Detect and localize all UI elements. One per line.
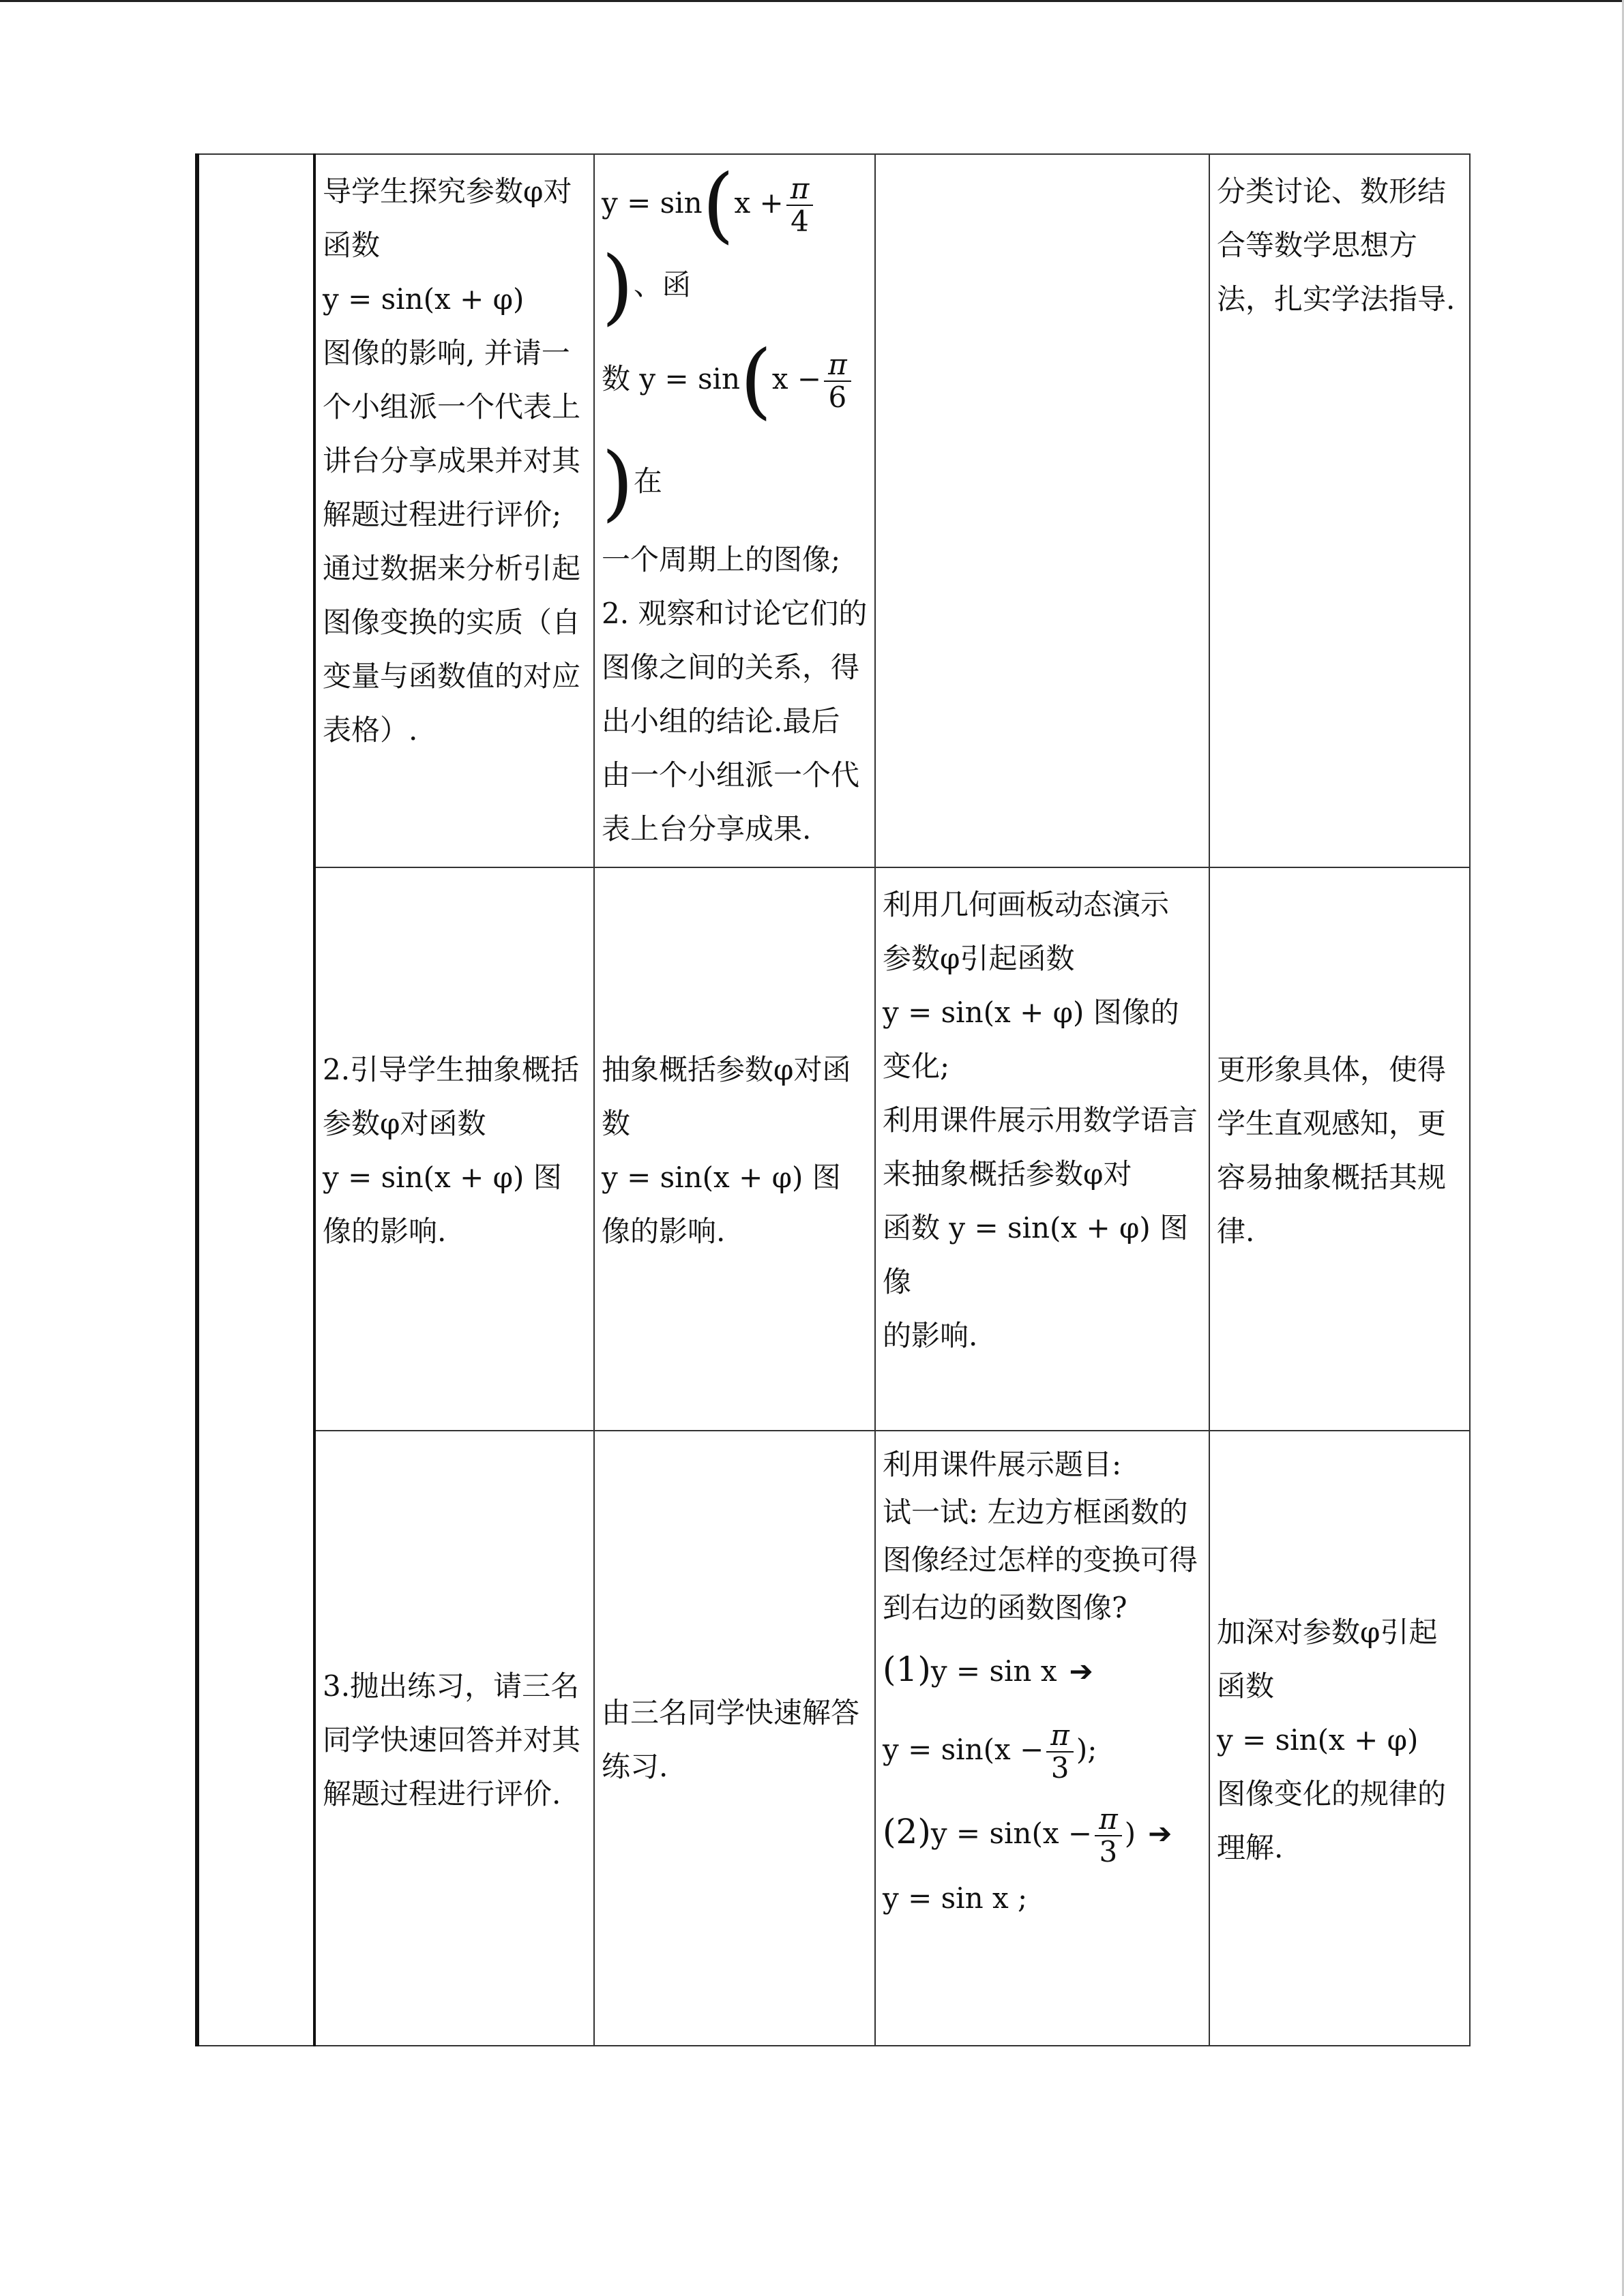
fraction-denominator: 6 (828, 381, 847, 414)
formula: y = sin x (930, 1654, 1057, 1688)
student-activity-cell (594, 1431, 875, 2046)
student-activity-cell (594, 154, 875, 867)
page-top-border (0, 0, 1624, 2)
intent-cell (1209, 1431, 1470, 2046)
student-activity-cell (594, 867, 875, 1431)
formula: y = sin (602, 186, 703, 220)
cell-text: 试一试: 左边方框函数的图像经过怎样的变换可得到右边的函数图像? (883, 1495, 1198, 1624)
cell-text: 分类讨论、数形结合等数学思想方法，扎实学法指导. (1217, 175, 1456, 316)
fraction-numerator: π (1046, 1720, 1074, 1753)
cell-text: 数 (602, 362, 631, 396)
formula: y = sin(x + φ) (883, 996, 1084, 1029)
left-paren: ( (740, 333, 772, 428)
cell-text: 一个周期上的图像; (602, 543, 841, 576)
fraction-numerator: π (1095, 1804, 1122, 1836)
formula: ); (1076, 1733, 1097, 1766)
cell-text: 图像变化的规律的理解. (1217, 1776, 1447, 1864)
cell-text: 对函数 (400, 1107, 486, 1140)
formula: y = sin(x + φ) (949, 1211, 1151, 1244)
cell-text: 加深对参数 (1217, 1615, 1361, 1649)
cell-text: 抽象概括参数 (602, 1053, 774, 1086)
cell-text: 函数 (1217, 1669, 1275, 1703)
formula: x + (734, 186, 784, 220)
teacher-activity-cell (314, 154, 594, 867)
cell-text: 引起 (1380, 1615, 1438, 1649)
formula: y = sin x ; (883, 1881, 1028, 1915)
cell-text: 由三名同学快速解答练习. (602, 1696, 860, 1783)
table-row (197, 1431, 1470, 2046)
cell-text: 在 (633, 464, 662, 498)
cell-text: 2.引导学生抽象概括参数 (323, 1053, 580, 1140)
cell-text: 图像的影响. (323, 1161, 562, 1248)
formula: y = sin (639, 362, 741, 396)
formula: y = sin(x − (883, 1733, 1044, 1766)
cell-text: 图像的影响. (602, 1161, 841, 1248)
table-row (197, 154, 1470, 867)
cell-text: 、函 (633, 268, 691, 301)
cell-text: 对 (1103, 1157, 1132, 1191)
cell-text: 通过数据来分析引起图像变换的实质（自变量与函数值的对应表格）. (323, 552, 581, 747)
cell-text: 引起函数 (960, 942, 1075, 975)
phi-symbol: φ (773, 1053, 794, 1086)
cell-text: 参数 (883, 942, 941, 975)
lesson-plan-table (195, 153, 1471, 2046)
formula: y = sin(x + φ) (323, 282, 525, 316)
formula: y = sin(x + φ) (323, 1161, 525, 1194)
fraction (824, 349, 851, 413)
cell-text: 更形象具体，使得学生直观感知，更容易抽象概括其规律. (1217, 1053, 1447, 1248)
cell-text: 图像的影响, 并请一个小组派一个代表上讲台分享成果并对其解题过程进行评价; (323, 336, 581, 531)
cell-text: 利用课件展示用数学语言来抽象概括参数 (883, 1103, 1198, 1191)
table-row (197, 867, 1470, 1431)
media-cell (875, 1431, 1209, 2046)
formula: y = sin(x − (930, 1817, 1093, 1850)
item-number: (2) (883, 1812, 931, 1851)
cell-text: 对 (543, 175, 572, 208)
intent-cell (1209, 154, 1470, 867)
cell-text: 利用几何画板动态演示 (883, 888, 1170, 921)
item-number: (1) (883, 1650, 931, 1689)
left-paren: ( (702, 158, 735, 252)
right-paren: ) (602, 436, 634, 531)
fraction-numerator: π (824, 349, 851, 382)
arrow-icon: ➔ (1069, 1654, 1093, 1688)
cell-text: 对函数 (602, 1053, 851, 1140)
phi-symbol: φ (523, 175, 544, 208)
intent-cell (1209, 867, 1470, 1431)
stage-column-cell (197, 154, 314, 2046)
cell-text: 的影响. (883, 1319, 978, 1352)
cell-text: 3.抛出练习，请三名同学快速回答并对其解题过程进行评价. (323, 1669, 581, 1810)
teacher-activity-cell (314, 1431, 594, 2046)
formula: y = sin(x + φ) (1217, 1723, 1419, 1757)
right-paren: ) (602, 239, 634, 334)
media-cell (875, 154, 1209, 867)
cell-text: 图像 (883, 1211, 1189, 1298)
cell-text: 2. 观察和讨论它们的图像之间的关系，得出小组的结论.最后由一个小组派一个代表上台分享成果. (602, 597, 868, 846)
fraction-denominator: 3 (1050, 1751, 1069, 1785)
fraction (1046, 1720, 1074, 1784)
arrow-icon: ➔ (1148, 1817, 1172, 1850)
media-cell (875, 867, 1209, 1431)
phi-symbol: φ (380, 1107, 400, 1140)
phi-symbol: φ (1360, 1615, 1381, 1649)
formula: x − (771, 362, 822, 396)
formula: y = sin(x + φ) (602, 1161, 803, 1194)
cell-text: 图像的变化; (883, 996, 1179, 1083)
fraction-denominator: 4 (791, 205, 809, 238)
fraction-numerator: π (786, 173, 814, 206)
cell-text: 函数 (323, 228, 381, 262)
phi-symbol: φ (1083, 1157, 1104, 1191)
cell-text: 导学生探究参数 (323, 175, 524, 208)
fraction (786, 173, 814, 237)
cell-text: 利用课件展示题目: (883, 1448, 1122, 1481)
fraction-denominator: 3 (1099, 1835, 1118, 1868)
cell-text: 函数 (883, 1211, 941, 1244)
phi-symbol: φ (940, 942, 960, 975)
teacher-activity-cell (314, 867, 594, 1431)
formula: ) (1124, 1817, 1136, 1850)
fraction (1095, 1804, 1122, 1868)
